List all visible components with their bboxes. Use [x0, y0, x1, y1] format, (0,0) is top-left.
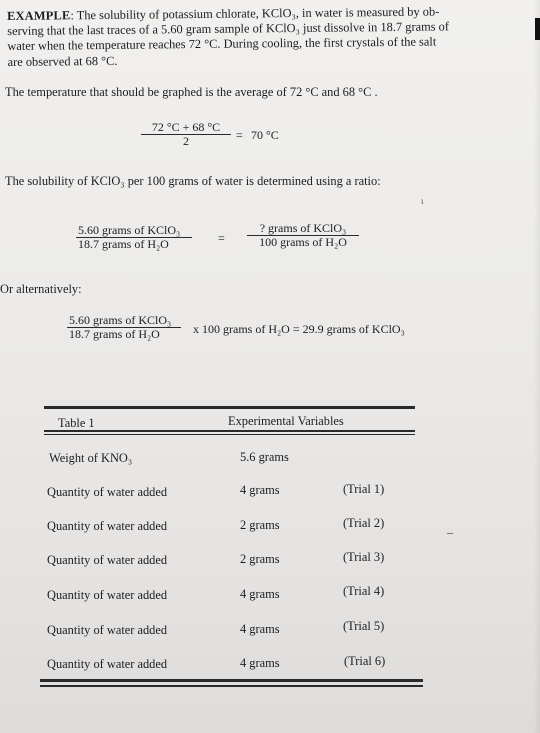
table-header: Experimental Variables [228, 414, 344, 428]
table-header-rule-1 [44, 430, 415, 432]
row-label: Quantity of water added [47, 485, 168, 499]
example-line-2: serving that the last traces of a 5.60 gram sample of KClO₃ just dissolve in 18.7 grams of [7, 19, 449, 39]
temperature-denominator: 2 [141, 134, 231, 148]
table-bottom-rule-1 [40, 679, 423, 682]
temperature-result: 70 °C [251, 128, 279, 142]
temperature-sentence: The temperature that should be graphed is the average of 72 °C and 68 °C . [5, 85, 378, 99]
row-trial: (Trial 3) [343, 550, 385, 564]
row-label: Quantity of water added [47, 553, 168, 567]
row-value: 2 grams [240, 552, 280, 566]
ratio-right-numerator: ? grams of KClO₃ [259, 221, 347, 235]
temperature-numerator: 72 °C + 68 °C [151, 120, 221, 134]
ratio-right-denominator: 100 grams of H₂O [247, 235, 359, 249]
pen-dash-mark [447, 533, 453, 534]
page-edge-mark [535, 18, 540, 40]
row-value: 5.6 grams [240, 450, 289, 464]
alternative-denominator: 18.7 grams of H₂O [67, 327, 181, 341]
row-trial: (Trial 5) [343, 619, 385, 633]
temperature-equals: = [236, 128, 243, 142]
table-top-rule [44, 406, 415, 409]
alternative-fraction [67, 314, 181, 341]
row-value: 4 grams [240, 622, 280, 636]
table-bottom-rule-2 [40, 685, 423, 687]
alternative-calculation: x 100 grams of H₂O = 29.9 grams of KClO₃ [193, 322, 405, 336]
row-label: Quantity of water added [47, 588, 168, 602]
page-edge-shadow [534, 0, 540, 733]
row-value: 2 grams [240, 518, 280, 532]
temperature-fraction [141, 121, 231, 148]
row-label: Quantity of water added [47, 519, 168, 533]
row-value: 4 grams [240, 656, 280, 670]
example-line-3: water when the temperature reaches 72 °C. During cooling, the first crystals of the salt [7, 34, 437, 54]
table-header-rule-2 [44, 434, 415, 435]
row-value: 4 grams [240, 483, 280, 497]
ratio-sentence: The solubility of KClO₃ per 100 grams of water is determined using a ratio: [5, 174, 381, 188]
row-trial: (Trial 4) [343, 584, 385, 598]
alternatively-label: Or alternatively: [0, 282, 82, 296]
example-label: EXAMPLE [7, 8, 71, 23]
ratio-equals: = [218, 231, 225, 245]
example-paragraph [7, 4, 508, 70]
row-label: Quantity of water added [47, 623, 168, 637]
table-title: Table 1 [58, 416, 95, 430]
row-value: 4 grams [240, 587, 280, 601]
row-trial: (Trial 6) [344, 654, 386, 668]
alternative-numerator: 5.60 grams of KClO₃ [69, 313, 172, 327]
pen-tick-mark: ι [421, 196, 424, 206]
ratio-right-fraction [247, 222, 359, 249]
row-trial: (Trial 2) [343, 516, 385, 530]
ratio-left-denominator: 18.7 grams of H₂O [76, 237, 192, 251]
ratio-left-numerator: 5.60 grams of KClO₃ [78, 223, 181, 237]
row-label: Weight of KNO₃ [49, 451, 133, 465]
row-trial: (Trial 1) [343, 482, 385, 496]
ratio-left-fraction [76, 224, 192, 251]
example-line-1: EXAMPLE: The solubility of potassium chlorate, KClO₃, in water is measured by ob- [7, 4, 440, 23]
row-label: Quantity of water added [47, 657, 168, 671]
example-line-4: are observed at 68 °C. [7, 53, 118, 69]
